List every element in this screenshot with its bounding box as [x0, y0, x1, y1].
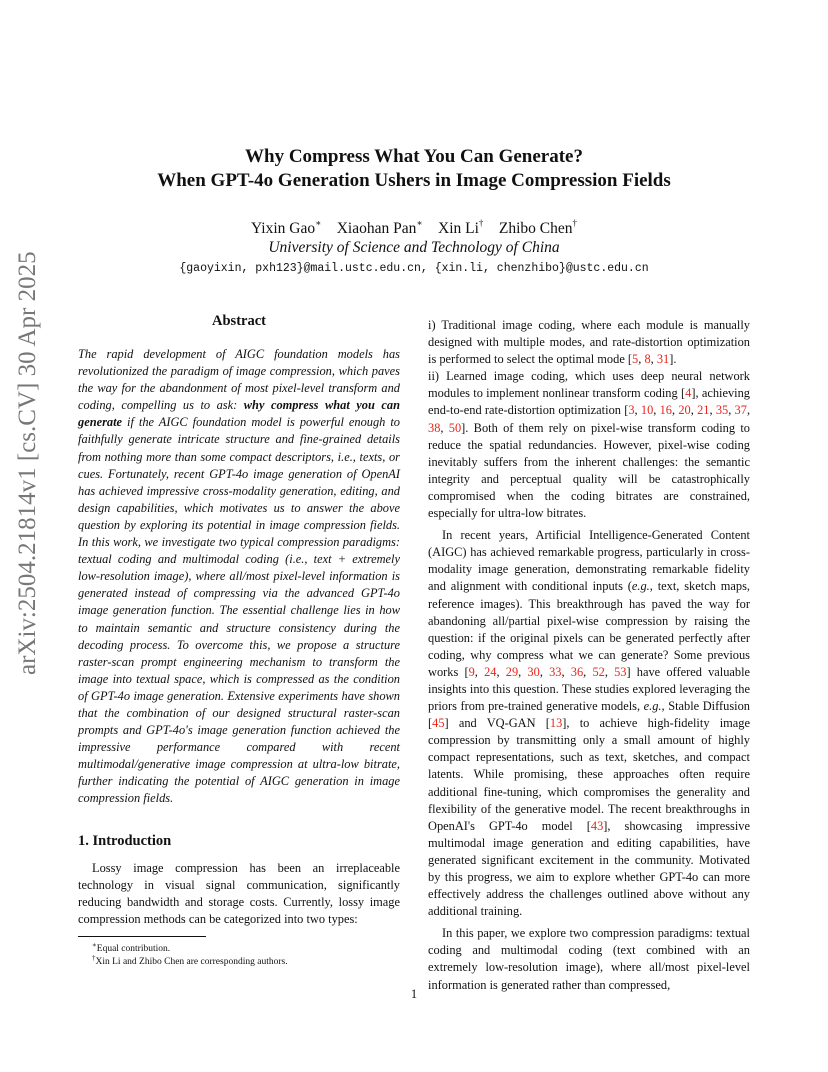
author: Xiaohan Pan∗: [336, 218, 423, 238]
citation-link[interactable]: 52: [592, 664, 605, 679]
body-text: ,: [650, 352, 657, 367]
body-text: i) Traditional image coding, where each module is manually designed with multiple modes, and rate-distortion optimization is performed to select the optimal mode [: [428, 318, 750, 367]
author-emails: {gaoyixin, pxh123}@mail.ustc.edu.cn, {xin.li, chenzhibo}@ustc.edu.cn: [179, 262, 649, 275]
citation-link[interactable]: 53: [614, 664, 627, 679]
body-text: ,: [709, 403, 716, 418]
citation-link[interactable]: 36: [570, 664, 584, 679]
citation-link[interactable]: 5: [632, 352, 639, 367]
body-text: ,: [690, 403, 698, 418]
arxiv-identifier: arXiv:2504.21814v1 [cs.CV] 30 Apr 2025: [14, 251, 41, 675]
body-text: , Stable Diffusion [: [428, 699, 750, 731]
body-text: , text, sketch maps, reference images). This breakthrough has paved the way for abandoning all/partial pixel-wise compression by raising the question: if the original pixels can be generated perfectly after coding, why compress what we can generate? Some previous works [: [428, 579, 750, 679]
body-text: ,: [653, 403, 660, 418]
affiliation: University of Science and Technology of China: [268, 239, 560, 256]
citation-link[interactable]: 38: [428, 420, 441, 435]
body-text: ,: [746, 403, 751, 418]
body-text: ,: [440, 420, 449, 435]
body-text: ,: [604, 664, 615, 679]
body-text: ] and VQ-GAN [: [444, 716, 550, 731]
citation-link[interactable]: 24: [484, 664, 497, 679]
paragraph-this-paper: In this paper, we explore two compression paradigms: textual coding and multimodal coding (text combined with an extremely low-resolution image), where all/most pixel-level information is generated rather than compressed,: [428, 926, 750, 992]
body-text: ], achieving end-to-end rate-distortion optimization [: [428, 386, 750, 418]
citation-link[interactable]: 3: [628, 403, 635, 418]
right-column: [428, 317, 750, 994]
section-heading-introduction: 1. Introduction: [78, 833, 172, 849]
citation-link[interactable]: 30: [527, 664, 540, 679]
citation-link[interactable]: 10: [640, 403, 654, 418]
body-text: ,: [638, 352, 645, 367]
body-text: ]. Both of them rely on pixel-wise transform coding to reduce the spatial redundancies. However, pixel-wise coding inevitably suffers from the inherent challenges: the semantic integrity and perceptual quality will be catastrophically compromised when the coding bitrates are constrained, especially for ultra-low bitrates.: [428, 420, 750, 521]
paper-title-line-1: Why Compress What You Can Generate?: [245, 146, 583, 167]
body-text: ], to achieve high-fidelity image compression by transmitting only a small amount of highly compact representations, such as text, sketches, and compact latents. While promising, these approaches often require additional fine-tuning, which compromises the generality and flexibility of the generative model. The recent breakthroughs in OpenAI's GPT-4o model [: [428, 716, 750, 833]
body-text: ,: [474, 664, 485, 679]
body-text: ,: [728, 403, 735, 418]
citation-link[interactable]: 45: [432, 716, 445, 731]
page-number: 1: [410, 987, 418, 1001]
citation-link[interactable]: 43: [590, 818, 604, 833]
body-text: ,: [672, 403, 679, 418]
author-list: [0, 219, 828, 238]
paragraph-learned-coding: [428, 368, 750, 522]
italic-text: e.g.: [643, 699, 662, 714]
citation-link[interactable]: 20: [678, 403, 691, 418]
citation-link[interactable]: 9: [468, 664, 475, 679]
citation-link[interactable]: 37: [734, 403, 747, 418]
body-text: ,: [496, 664, 506, 679]
body-text: ,: [539, 664, 550, 679]
citation-link[interactable]: 31: [656, 352, 670, 367]
citation-link[interactable]: 8: [644, 352, 651, 367]
body-text: ], showcasing impressive multimodal image generation and editing capabilities, have generated significant excitement in the community. Motivated by this progress, we aim to explore whether GPT-4o can more effectively address the challenges outlined above without any additional training.: [428, 818, 750, 919]
citation-link[interactable]: 21: [697, 403, 710, 418]
citation-link[interactable]: 4: [685, 386, 692, 401]
body-text: ].: [669, 352, 677, 367]
body-text: ] have offered valuable insights into this question. These studies explored leveraging the priors from pre-trained generative models,: [428, 664, 751, 714]
footnote-equal-contribution: ∗Equal contribution.: [92, 941, 171, 955]
footnote-divider: [78, 936, 206, 937]
author: Xin Li†: [438, 218, 484, 238]
footnote-corresponding-authors: †Xin Li and Zhibo Chen are corresponding authors.: [92, 954, 288, 968]
body-text: ii) Learned image coding, which uses deep neural network modules to implement nonlinear transform coding [: [428, 369, 750, 401]
paragraph-traditional-coding: [428, 317, 750, 368]
intro-paragraph: Lossy image compression has been an irreplaceable technology in visual signal communication, significantly reducing bandwidth and storage costs. Currently, lossy image compression methods can be categorized into two types:: [78, 861, 400, 927]
italic-text: e.g.: [631, 579, 650, 594]
citation-link[interactable]: 16: [659, 403, 672, 418]
citation-link[interactable]: 50: [448, 420, 462, 435]
body-text: ,: [634, 403, 641, 418]
body-text: ,: [561, 664, 571, 679]
citation-link[interactable]: 33: [549, 664, 562, 679]
body-text: ,: [583, 664, 593, 679]
body-text: In recent years, Artificial Intelligence-Generated Content (AIGC) has achieved remarkable progress, particularly in cross-modality image generation, demonstrating remarkable fidelity and alignment with conditional inputs (: [428, 528, 750, 594]
abstract-body: The rapid development of AIGC foundation models has revolutionized the paradigm of image compression, which paves the way for the abandonment of most pixel-level transform and coding, compelling us to ask: why compress what you can generate if the AIGC foundation model is powerful enough to faithfully generate intricate structure and fine-grained details from nothing more than some compact descriptors, i.e., texts, or cues. Fortunately, recent GPT-4o image generation of OpenAI has achieved impressive cross-modality generation, editing, and design capabilities, which motivates us to answer the above question by exploring its potential in image compression fields. In this work, we investigate two typical compression paradigms: textual coding and multimodal coding (i.e., text + extremely low-resolution image), where all/most pixel-level information is generated instead of compressing via the advanced GPT-4o image generation function. The essential challenge lies in how to maintain semantic and structure consistency during the decoding process. To overcome this, we propose a structure raster-scan prompt engineering mechanism to transform the image into textual space, which is compressed as the condition of GPT-4o image generation. Extensive experiments have shown that the combination of our designed structural raster-scan prompts and GPT-4o's image generation function achieved the impressive performance compared with recent multimodal/generative image compression at ultra-low bitrate, further indicating the potential of AIGC generation in image compression fields.: [78, 347, 400, 806]
paragraph-aigc: [428, 527, 750, 920]
author: Zhibo Chen†: [498, 218, 578, 238]
citation-link[interactable]: 29: [505, 664, 519, 679]
citation-link[interactable]: 35: [715, 403, 729, 418]
arxiv-side-label: [8, 251, 48, 675]
author: Yixin Gao∗: [250, 218, 322, 238]
citation-link[interactable]: 13: [549, 716, 563, 731]
abstract-heading: Abstract: [212, 313, 266, 329]
body-text: ,: [518, 664, 528, 679]
paper-title-line-2: When GPT-4o Generation Ushers in Image Compression Fields: [157, 170, 671, 191]
